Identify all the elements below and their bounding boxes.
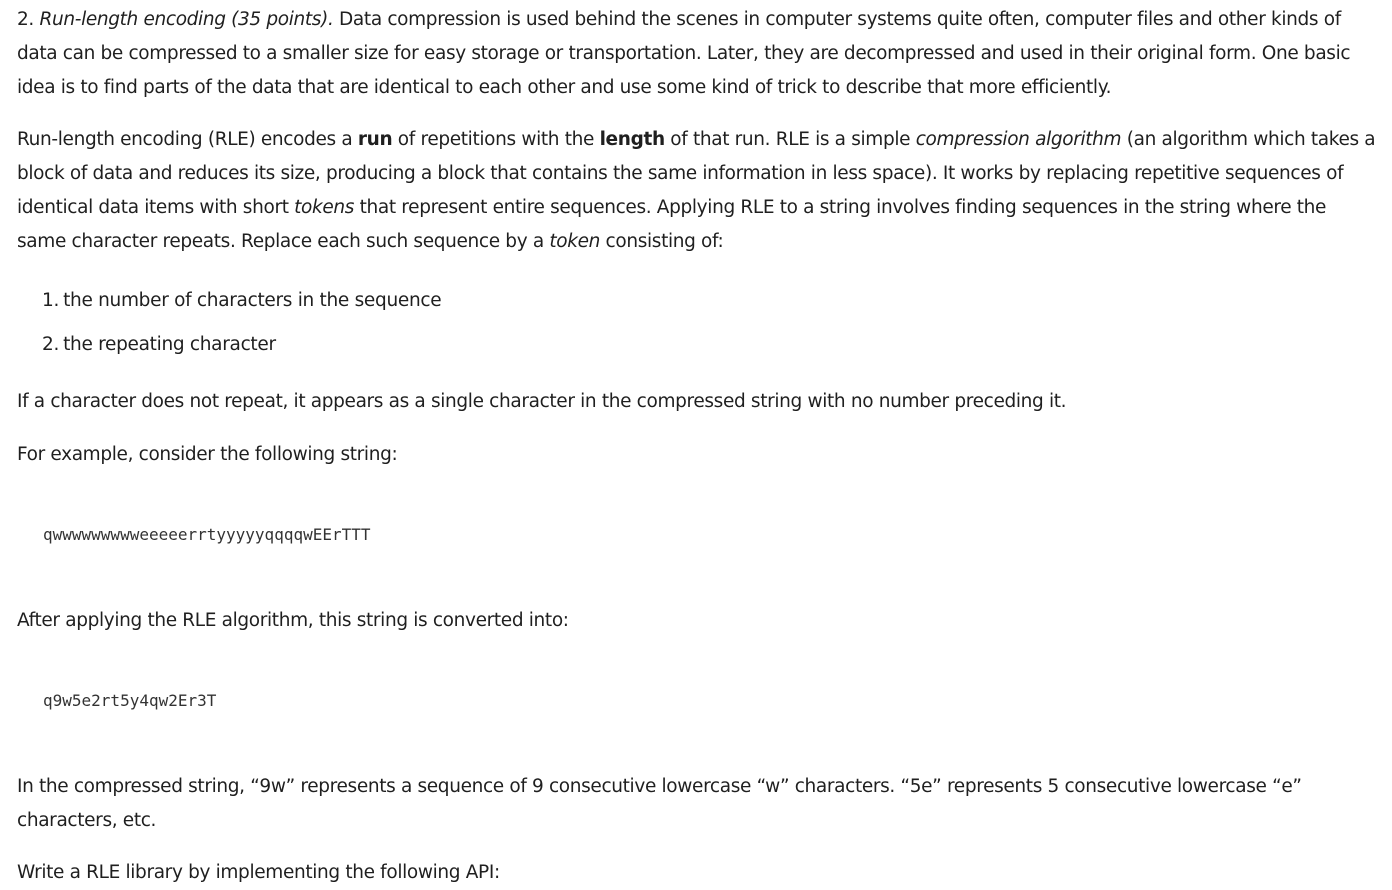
rle-text-6: consisting of:: [600, 231, 724, 252]
token-parts-list: [17, 279, 1378, 367]
list-item: [42, 279, 1378, 323]
api-intro: Write a RLE library by implementing the following API:: [17, 862, 500, 883]
after-intro: After applying the RLE algorithm, this string is converted into:: [17, 610, 569, 631]
token-term: token: [549, 231, 600, 252]
problem-intro-text: Data compression is used behind the scenes in computer systems quite often, computer files and other kinds of data can be compressed to a smaller size for easy storage or transportation. Later, they are decompressed and used in their original form. One basic idea is to find parts of the data that are identical to each other and use some kind of trick to describe that more efficiently.: [17, 9, 1351, 98]
list-item: [42, 323, 1378, 367]
no-repeat-note: If a character does not repeat, it appears as a single character in the compressed string with no number preceding it.: [17, 391, 1067, 412]
rle-definition-paragraph: [17, 123, 1378, 259]
explanation-paragraph: In the compressed string, “9w” represents a sequence of 9 consecutive lowercase “w” characters. “5e” represents 5 consecutive lowercase “e” characters, etc.: [17, 776, 1302, 831]
list-item-text: the number of characters in the sequence: [63, 290, 442, 311]
problem-intro-paragraph: [17, 3, 1378, 105]
rle-text-2: of repetitions with the: [392, 129, 600, 150]
rle-text-1: Run-length encoding (RLE) encodes a: [17, 129, 358, 150]
tokens-term: tokens: [294, 197, 355, 218]
length-term: length: [599, 129, 665, 150]
list-item-number: 1.: [42, 290, 60, 311]
problem-title: Run-length encoding (35 points).: [39, 9, 334, 30]
rle-text-5: that represent entire sequences. Applying RLE to a string involves finding sequences in the string where the same character repeats. Replace each such sequence by a: [17, 197, 1327, 252]
run-term: run: [357, 129, 393, 150]
list-item-number: 2.: [42, 334, 60, 355]
rle-text-4: (an algorithm which takes a block of data and reduces its size, producing a block that contains the same information in less space). It works by replacing repetitive sequences of identical data items with short: [17, 129, 1376, 218]
example-intro: For example, consider the following string:: [17, 444, 398, 465]
list-item-text: the repeating character: [63, 334, 276, 355]
compression-algorithm-term: compression algorithm: [915, 129, 1122, 150]
example-output-code: q9w5e2rt5y4qw2Er3T: [43, 691, 217, 710]
rle-text-3: of that run. RLE is a simple: [664, 129, 916, 150]
example-input-code: qwwwwwwwwweeeeerrtyyyyyqqqqwEErTTT: [43, 525, 371, 544]
problem-number: 2.: [17, 9, 34, 30]
